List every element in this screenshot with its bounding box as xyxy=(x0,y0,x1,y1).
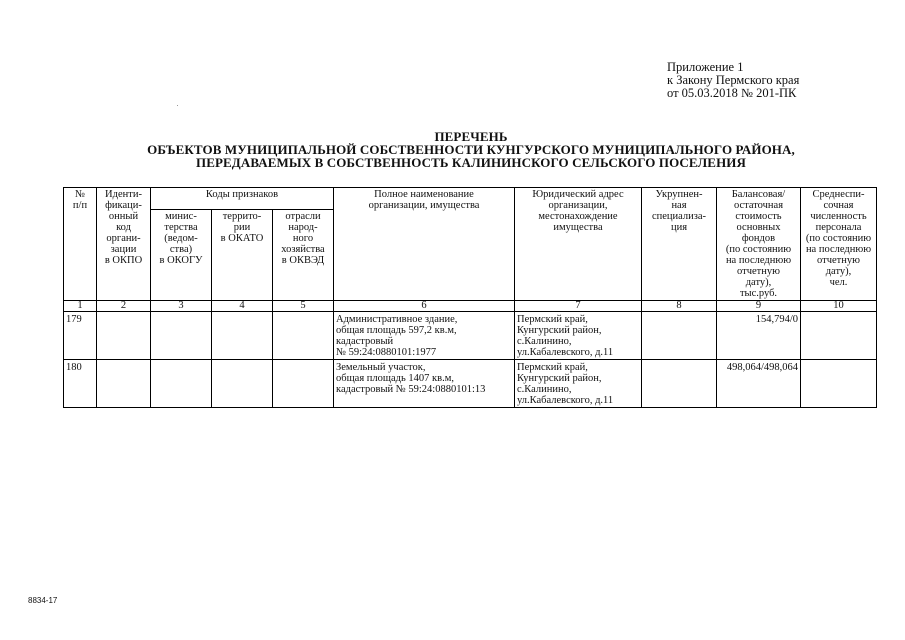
header-okpo xyxy=(97,188,151,301)
header-line: отрасли xyxy=(285,210,321,222)
column-number: 5 xyxy=(273,301,334,312)
column-number: 1 xyxy=(64,301,97,312)
cell-balance: 154,794/0 xyxy=(717,312,801,360)
table-row xyxy=(64,360,877,408)
cell-okogu xyxy=(151,312,212,360)
header-line: ная xyxy=(671,200,687,211)
header-line: стоимость xyxy=(735,211,782,222)
header-specialization xyxy=(642,188,717,301)
header-line: код xyxy=(116,222,131,233)
header-line: основных xyxy=(736,222,781,233)
header-line: № xyxy=(74,189,86,200)
cell-line: Административное здание, xyxy=(336,314,458,325)
header-line: ция xyxy=(670,222,688,233)
cell-okogu xyxy=(151,360,212,408)
header-line: Иденти- xyxy=(105,189,142,200)
header-line: Среднеспи- xyxy=(812,189,865,200)
cell-line: Кунгурский район, xyxy=(517,373,602,384)
cell-line: Пермский край, xyxy=(517,362,588,373)
appendix-line: Приложение 1 xyxy=(667,60,744,74)
column-number: 4 xyxy=(212,301,273,312)
column-number: 2 xyxy=(97,301,151,312)
scan-speck xyxy=(177,105,178,106)
cell-address xyxy=(515,360,642,408)
cell-line: ул.Кабалевского, д.11 xyxy=(517,347,614,358)
cell-okpo xyxy=(97,312,151,360)
header-line: Укрупнен- xyxy=(655,189,703,200)
title-line: ОБЪЕКТОВ МУНИЦИПАЛЬНОЙ СОБСТВЕННОСТИ КУНГУРСКОГО МУНИЦИПАЛЬНОГО РАЙОНА, xyxy=(147,142,795,157)
header-okogu xyxy=(151,209,212,300)
header-line: фондов xyxy=(741,233,776,244)
cell-staff xyxy=(801,360,877,408)
title-line: ПЕРЕДАВАЕМЫХ В СОБСТВЕННОСТЬ КАЛИНИНСКОГО СЕЛЬСКОГО ПОСЕЛЕНИЯ xyxy=(196,155,746,170)
table-row xyxy=(64,312,877,360)
header-balance xyxy=(717,188,801,301)
cell-num: 180 xyxy=(64,360,97,408)
header-line: п/п xyxy=(72,200,88,211)
appendix-block xyxy=(667,61,799,100)
appendix-line: к Закону Пермского края xyxy=(667,73,800,87)
header-line: Полное наименование xyxy=(374,189,474,200)
cell-line: № 59:24:0880101:1977 xyxy=(336,347,437,358)
header-line: ства) xyxy=(169,243,193,255)
header-line: чел. xyxy=(829,277,848,288)
header-okved xyxy=(273,209,334,300)
header-line: онный xyxy=(108,211,139,222)
cell-line: Пермский край, xyxy=(517,314,588,325)
header-line: в ОКПО xyxy=(104,255,143,266)
header-line: специализа- xyxy=(651,211,707,222)
document-title xyxy=(60,130,882,169)
header-line: зации xyxy=(110,244,137,255)
header-okato xyxy=(212,209,273,300)
header-line: дату), xyxy=(745,277,772,288)
header-line: имущества xyxy=(553,222,603,233)
header-line: (по состоянию xyxy=(805,233,872,244)
cell-okato xyxy=(212,360,273,408)
header-line: на последнюю xyxy=(805,244,872,255)
header-num xyxy=(64,188,97,301)
cell-balance: 498,064/498,064 xyxy=(717,360,801,408)
cell-specialization xyxy=(642,360,717,408)
cell-okato xyxy=(212,312,273,360)
cell-okved xyxy=(273,360,334,408)
header-line: минис- xyxy=(165,210,197,222)
cell-line: Земельный участок, xyxy=(336,362,426,373)
header-line: в ОКВЭД xyxy=(281,254,325,266)
cell-staff xyxy=(801,312,877,360)
cell-okved xyxy=(273,312,334,360)
column-number-row xyxy=(64,301,877,312)
document-number: 8834-17 xyxy=(28,596,58,605)
cell-line: кадастровый № 59:24:0880101:13 xyxy=(336,384,486,395)
header-line: (по состоянию xyxy=(725,244,792,255)
header-line: организации, xyxy=(548,200,608,211)
cell-line: ул.Кабалевского, д.11 xyxy=(517,395,614,406)
header-line: отчетную xyxy=(817,255,860,266)
column-number: 9 xyxy=(717,301,801,312)
header-line: сочная xyxy=(823,200,854,211)
header-line: персонала xyxy=(815,222,862,233)
title-line: ПЕРЕЧЕНЬ xyxy=(434,129,508,144)
property-table xyxy=(63,187,877,408)
cell-line: с.Калинино, xyxy=(517,336,572,347)
header-line: Юридический адрес xyxy=(532,189,624,200)
header-line: рии xyxy=(233,221,251,233)
column-number: 10 xyxy=(801,301,877,312)
cell-address xyxy=(515,312,642,360)
column-number: 3 xyxy=(151,301,212,312)
cell-line: общая площадь 597,2 кв.м, xyxy=(336,325,457,336)
header-codes: Коды признаков xyxy=(151,188,334,210)
header-line: тыс.руб. xyxy=(739,288,778,299)
header-line: местонахождение xyxy=(538,211,618,222)
header-line: на последнюю xyxy=(725,255,792,266)
header-line: террито- xyxy=(222,210,262,222)
cell-name xyxy=(334,360,515,408)
cell-line: с.Калинино, xyxy=(517,384,572,395)
header-staff xyxy=(801,188,877,301)
header-line: ного xyxy=(292,232,314,244)
appendix-line: от 05.03.2018 № 201-ПК xyxy=(667,86,797,100)
cell-name xyxy=(334,312,515,360)
header-line: дату), xyxy=(825,266,852,277)
header-line: (ведом- xyxy=(164,232,198,244)
header-name xyxy=(334,188,515,301)
header-line: численность xyxy=(810,211,867,222)
column-number: 7 xyxy=(515,301,642,312)
header-line: в ОКАТО xyxy=(220,232,264,244)
header-line: в ОКОГУ xyxy=(159,254,203,266)
header-line: Балансовая/ xyxy=(731,189,786,200)
cell-line: кадастровый xyxy=(336,336,394,347)
header-line: органи- xyxy=(106,233,141,244)
header-line: народ- xyxy=(288,221,318,233)
cell-line: Кунгурский район, xyxy=(517,325,602,336)
cell-okpo xyxy=(97,360,151,408)
column-number: 8 xyxy=(642,301,717,312)
header-line: отчетную xyxy=(737,266,780,277)
header-address xyxy=(515,188,642,301)
cell-line: общая площадь 1407 кв.м, xyxy=(336,373,454,384)
header-line: терства xyxy=(164,221,198,233)
header-line: хозяйства xyxy=(281,243,325,255)
cell-num: 179 xyxy=(64,312,97,360)
column-number: 6 xyxy=(334,301,515,312)
header-line: организации, имущества xyxy=(368,200,480,211)
header-line: фикаци- xyxy=(105,200,142,211)
header-line: остаточная xyxy=(733,200,784,211)
cell-specialization xyxy=(642,312,717,360)
